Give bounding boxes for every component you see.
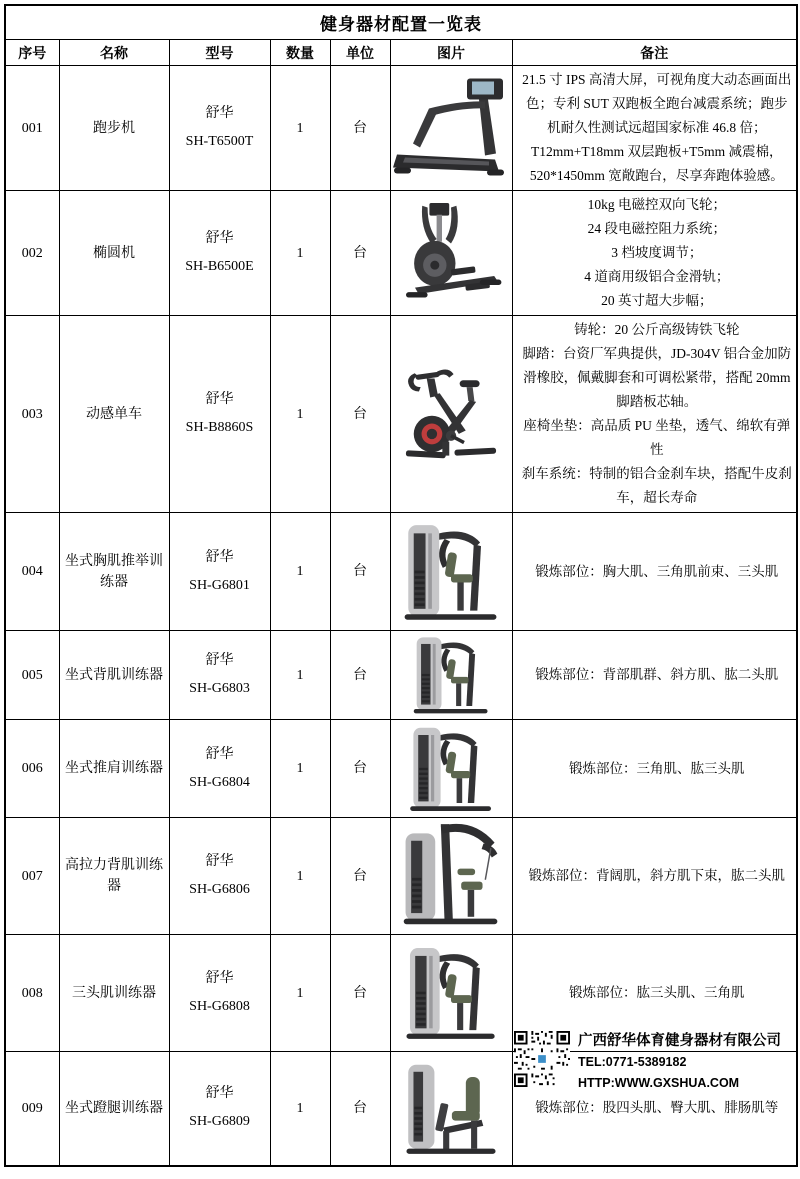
equipment-row	[5, 720, 797, 818]
equipment-name-cell: 坐式背肌训练器	[59, 631, 169, 720]
serial-number-cell: 002	[5, 191, 59, 316]
remark-line: T12mm+T18mm 双层跑板+T5mm 减震棉，	[531, 144, 783, 159]
equipment-name-cell: 跑步机	[59, 66, 169, 191]
brand-name: 舒华	[205, 231, 234, 246]
model-number: SH-T6500T	[185, 134, 254, 149]
remark-line: 锻炼部位：背阔肌，斜方肌下束，肱二头肌	[528, 868, 786, 883]
remarks-cell	[512, 720, 797, 818]
quantity-cell: 1	[270, 818, 330, 935]
remark-line: 脚踏：台资厂军典提供，JD-304V 铝合金加防滑橡胶，佩戴脚套和可调松紧带，搭配 20mm 脚踏板芯轴。	[522, 346, 792, 409]
remark-line: 10kg 电磁控双向飞轮；	[587, 197, 726, 212]
remark-line: 4 道商用级铝合金滑轨；	[584, 269, 730, 284]
serial-number-cell: 006	[5, 720, 59, 818]
equipment-name-cell: 动感单车	[59, 316, 169, 513]
equipment-table-body	[5, 66, 797, 1166]
equipment-row	[5, 66, 797, 191]
remarks-cell-content	[513, 862, 797, 890]
remarks-cell-content	[513, 1094, 797, 1122]
column-header-serial: 序号	[5, 40, 59, 66]
model-cell	[169, 191, 270, 316]
equipment-row	[5, 631, 797, 720]
equipment-row	[5, 513, 797, 631]
unit-cell: 台	[330, 720, 390, 818]
serial-number-cell: 005	[5, 631, 59, 720]
equipment-photo-cell	[390, 631, 512, 720]
equipment-photo-cell	[390, 818, 512, 935]
remarks-cell-content	[513, 66, 797, 190]
model-cell	[169, 1052, 270, 1166]
remarks-cell-content	[513, 316, 797, 512]
brand-name: 舒华	[205, 106, 234, 121]
unit-cell: 台	[330, 631, 390, 720]
model-number: SH-G6809	[189, 1114, 250, 1130]
equipment-photo-cell	[390, 316, 512, 513]
remark-line: 锻炼部位：三角肌、肱三头肌	[569, 760, 745, 776]
equipment-photo-cell	[390, 1052, 512, 1166]
remark-line: 锻炼部位：背部肌群、斜方肌、肱二头肌	[535, 667, 779, 682]
equipment-photo-cell	[390, 935, 512, 1052]
equipment-name-cell: 高拉力背肌训练器	[59, 818, 169, 935]
brand-name: 舒华	[205, 653, 234, 668]
equipment-row	[5, 191, 797, 316]
unit-cell: 台	[330, 935, 390, 1052]
unit-cell: 台	[330, 316, 390, 513]
model-number: SH-G6806	[189, 882, 250, 897]
brand-name: 舒华	[205, 392, 234, 407]
model-cell	[169, 720, 270, 818]
remark-line: 20 英寸超大步幅；	[601, 293, 713, 308]
quantity-cell: 1	[270, 935, 330, 1052]
remark-line: 21.5 寸 IPS 高清大屏，可视角度大动态画面出色；专利 SUT 双跑板全跑台减震系统；跑步机耐久性测试远超国家标准 46.8 倍；	[522, 72, 792, 135]
equipment-photo-cell	[390, 513, 512, 631]
quantity-cell: 1	[270, 66, 330, 191]
equipment-photo-cell	[390, 720, 512, 818]
model-cell	[169, 316, 270, 513]
equipment-photo	[405, 723, 497, 815]
model-cell	[169, 935, 270, 1052]
column-header-model: 型号	[169, 40, 270, 66]
equipment-photo	[400, 820, 502, 932]
vendor-company-name: 广西舒华体育健身器材有限公司	[578, 1033, 781, 1049]
equipment-name-cell: 坐式蹬腿训练器	[59, 1052, 169, 1166]
brand-name: 舒华	[205, 854, 234, 869]
column-header-remarks: 备注	[512, 40, 797, 66]
quantity-cell: 1	[270, 316, 330, 513]
serial-number-cell: 009	[5, 1052, 59, 1166]
column-header-picture: 图片	[390, 40, 512, 66]
model-number: SH-G6801	[189, 577, 250, 593]
equipment-name-cell: 三头肌训练器	[59, 935, 169, 1052]
remarks-cell-content	[513, 979, 797, 1007]
unit-cell: 台	[330, 513, 390, 631]
remark-line: 刹车系统：特制的铝合金刹车块，搭配牛皮刹车，超长寿命	[521, 466, 792, 505]
vendor-watermark	[514, 1031, 790, 1094]
equipment-name-cell: 坐式胸肌推举训练器	[59, 513, 169, 631]
equipment-row	[5, 818, 797, 935]
equipment-table	[4, 4, 798, 1167]
remarks-cell-content	[513, 661, 797, 689]
page-title: 健身器材配置一览表	[5, 5, 797, 40]
equipment-photo-cell	[390, 66, 512, 191]
vendor-telephone: TEL:0771-5389182	[578, 1055, 687, 1069]
remark-line: 铸轮：20 公斤高级铸铁飞轮	[574, 322, 740, 337]
vendor-contact-block	[578, 1031, 781, 1094]
unit-cell: 台	[330, 818, 390, 935]
model-cell	[169, 818, 270, 935]
model-cell	[169, 513, 270, 631]
serial-number-cell: 001	[5, 66, 59, 191]
brand-name: 舒华	[205, 1086, 234, 1102]
serial-number-cell: 004	[5, 513, 59, 631]
brand-name: 舒华	[205, 746, 234, 762]
remarks-cell-content	[513, 558, 797, 586]
remark-line: 24 段电磁控阻力系统；	[587, 221, 726, 236]
model-number: SH-G6804	[189, 774, 250, 790]
remark-line: 520*1450mm 宽敞跑台，尽享奔跑体验感。	[529, 168, 784, 183]
equipment-photo	[397, 196, 505, 310]
remarks-cell	[512, 316, 797, 513]
unit-cell: 台	[330, 1052, 390, 1166]
equipment-photo	[399, 330, 503, 498]
model-cell	[169, 66, 270, 191]
equipment-photo	[401, 517, 501, 627]
quantity-cell: 1	[270, 513, 330, 631]
unit-cell: 台	[330, 191, 390, 316]
remark-line: 座椅坐垫：高品质 PU 坐垫，透气、绵软有弹性	[523, 418, 791, 457]
vendor-website: HTTP:WWW.GXSHUA.COM	[578, 1076, 740, 1090]
qr-code-icon	[514, 1031, 570, 1087]
remarks-cell-content	[513, 191, 797, 315]
quantity-cell: 1	[270, 1052, 330, 1166]
model-number: SH-B6500E	[185, 259, 254, 274]
remarks-cell	[512, 818, 797, 935]
remark-line: 锻炼部位：肱三头肌、三角肌	[569, 985, 745, 1000]
remarks-cell	[512, 513, 797, 631]
remark-line: 3 档坡度调节；	[611, 245, 703, 260]
column-header-quantity: 数量	[270, 40, 330, 66]
model-number: SH-B8860S	[185, 420, 254, 435]
quantity-cell: 1	[270, 631, 330, 720]
equipment-photo	[405, 633, 497, 717]
equipment-row	[5, 316, 797, 513]
quantity-cell: 1	[270, 720, 330, 818]
remarks-cell	[512, 66, 797, 191]
model-number: SH-G6808	[189, 999, 250, 1014]
remarks-cell	[512, 191, 797, 316]
column-header-unit: 单位	[330, 40, 390, 66]
remark-line: 锻炼部位：股四头肌、臀大肌、腓肠肌等	[535, 1100, 779, 1116]
model-number: SH-G6803	[189, 681, 250, 696]
brand-name: 舒华	[205, 971, 234, 986]
equipment-photo	[403, 1054, 499, 1162]
table-header-row	[5, 40, 797, 66]
serial-number-cell: 008	[5, 935, 59, 1052]
model-cell	[169, 631, 270, 720]
remarks-cell-content	[513, 755, 797, 783]
quantity-cell: 1	[270, 191, 330, 316]
equipment-photo	[391, 72, 511, 184]
equipment-name-cell: 坐式推肩训练器	[59, 720, 169, 818]
equipment-photo-cell	[390, 191, 512, 316]
unit-cell: 台	[330, 66, 390, 191]
remark-line: 锻炼部位：胸大肌、三角肌前束、三头肌	[535, 563, 779, 579]
equipment-photo	[403, 937, 499, 1049]
column-header-name: 名称	[59, 40, 169, 66]
serial-number-cell: 007	[5, 818, 59, 935]
title-row	[5, 5, 797, 40]
equipment-name-cell: 椭圆机	[59, 191, 169, 316]
brand-name: 舒华	[205, 549, 234, 565]
serial-number-cell: 003	[5, 316, 59, 513]
remarks-cell	[512, 631, 797, 720]
